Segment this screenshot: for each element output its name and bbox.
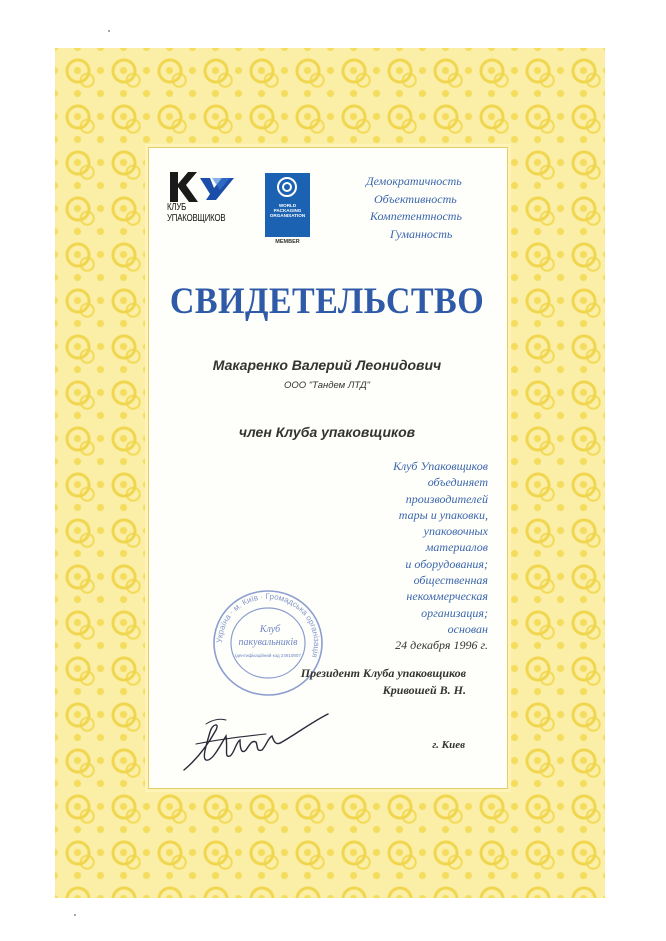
svg-text:пакувальників: пакувальників	[238, 637, 298, 648]
wpo-logo-text	[265, 203, 310, 219]
description-line: основан	[447, 621, 488, 636]
city-label: г. Киев	[432, 739, 465, 751]
motto-list	[366, 173, 476, 243]
description-line: 24 декабря 1996 г.	[395, 638, 488, 653]
wpo-logo	[265, 173, 310, 237]
recipient-company: ООО "Тандем ЛТД"	[283, 380, 371, 391]
description-line: и оборудования;	[405, 556, 488, 571]
globe-icon	[277, 177, 297, 197]
motto-item: Гуманность	[390, 226, 453, 241]
handwritten-signature	[176, 700, 336, 780]
president-title: Президент Клуба упаковщиков	[300, 666, 466, 680]
svg-text:Клуб: Клуб	[259, 624, 281, 635]
certificate-title: СВИДЕТЕЛЬСТВО	[169, 281, 485, 322]
description-line: Клуб Упаковщиков	[393, 459, 488, 473]
motto-item: Компетентность	[370, 209, 462, 223]
scan-speck	[108, 30, 110, 32]
description-line: общественная	[413, 573, 488, 588]
wpo-text-line: WORLD	[278, 203, 297, 208]
description-line: организация;	[421, 605, 488, 620]
scan-speck	[74, 914, 76, 916]
club-description	[340, 458, 488, 654]
president-signature-block	[300, 665, 466, 698]
wpo-member-label: MEMBER	[275, 239, 300, 245]
description-line: тары и упаковки,	[398, 507, 488, 522]
wpo-text-line: PACKAGING	[273, 208, 302, 214]
recipient-name: Макаренко Валерий Леонидович	[212, 357, 442, 373]
motto-item: Объективность	[374, 191, 457, 206]
description-line: объединяет	[427, 475, 488, 490]
svg-text:Ідентифікаційний код 24910807: Ідентифікаційний код 24910807	[235, 653, 301, 658]
description-line: материалов	[425, 540, 488, 555]
motto-item: Демократичность	[366, 174, 462, 188]
membership-statement: член Клуба упаковщиков	[238, 424, 416, 440]
svg-text:Україна · м. Київ · Громадська: Україна · м. Київ · Громадська організація	[214, 591, 322, 659]
club-logo-text: КЛУБ УПАКОВЩИКОВ	[167, 202, 226, 224]
description-line: производителей	[405, 491, 488, 506]
wpo-text-line: ORGANISATION	[269, 213, 306, 219]
description-line: упаковочных	[423, 524, 488, 539]
description-line: некоммерческая	[406, 589, 488, 604]
president-name: Кривошей В. Н.	[382, 682, 466, 697]
